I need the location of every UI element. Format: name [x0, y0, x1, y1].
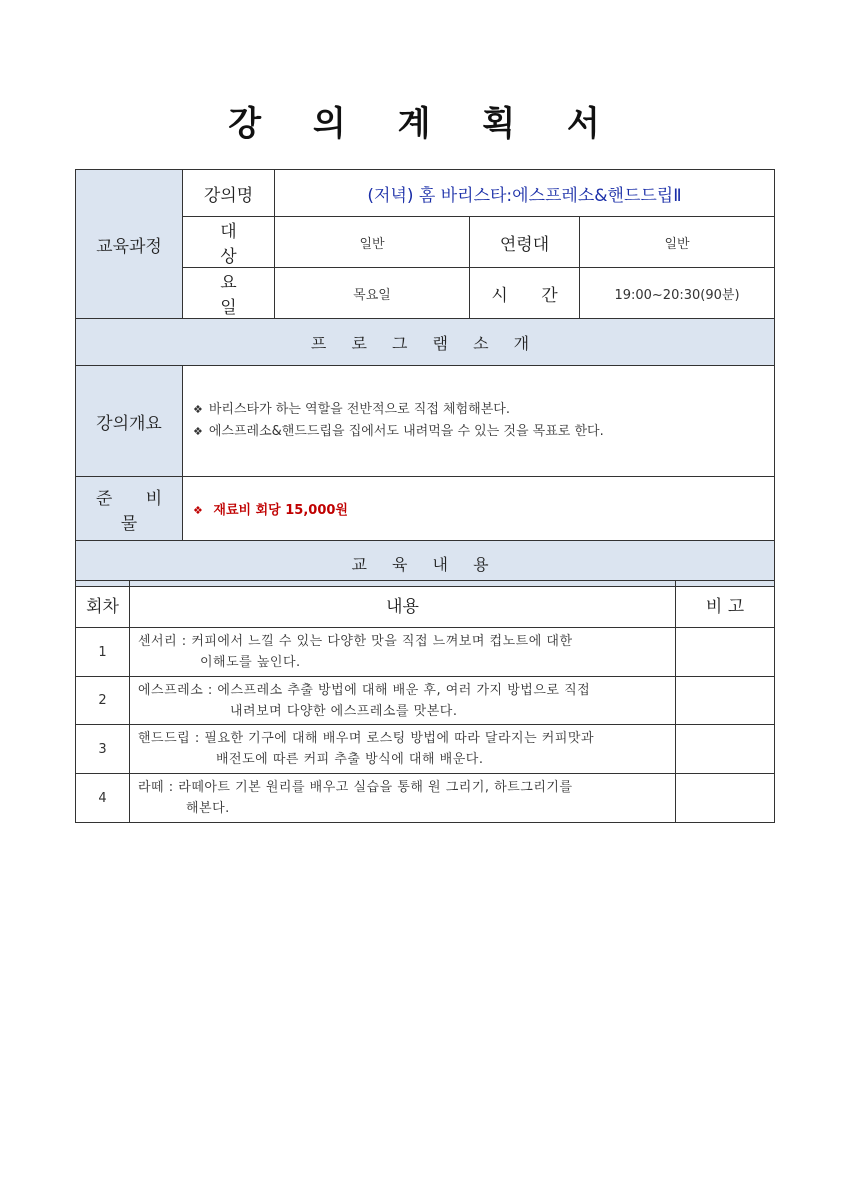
table-row: [76, 628, 775, 677]
content-line: 내려보며 다양한 에스프레소를 맛본다.: [230, 703, 458, 719]
session-number: 4: [76, 774, 130, 823]
age-value: 일반: [580, 217, 775, 268]
content-line: 해본다.: [186, 801, 230, 816]
prep-cell: [183, 477, 775, 541]
overview-item-text: 에스프레소&핸드드립을 집에서도 내려먹을 수 있는 것을 목표로 한다.: [208, 424, 604, 439]
content-line: 에스프레소 : 에스프레소 추출 방법에 대해 배운 후, 여러 가지 방법으로 직접: [138, 682, 591, 698]
session-note: [676, 774, 775, 823]
course-name: (저녁) 홈 바리스타:에스프레소&핸드드립Ⅱ: [275, 170, 775, 217]
session-number: 2: [76, 677, 130, 725]
diamond-bullet-icon: ❖: [193, 425, 203, 438]
course-info-table: [75, 169, 775, 587]
table-row: [76, 774, 775, 823]
prep-label: 준 비 물: [76, 477, 183, 541]
overview-item: [193, 421, 764, 443]
day-value: 목요일: [275, 268, 470, 319]
category-label: 교육과정: [76, 170, 183, 319]
time-value: 19:00~20:30(90분): [580, 268, 775, 319]
session-number: 1: [76, 628, 130, 677]
diamond-bullet-icon: ❖: [193, 403, 203, 416]
table-row: [76, 677, 775, 725]
target-label: 대 상: [183, 217, 275, 268]
day-label: 요 일: [183, 268, 275, 319]
session-content: [130, 725, 676, 774]
document-title: 강 의 계 획 서: [228, 104, 620, 144]
content-line: 핸드드립 : 필요한 기구에 대해 배우며 로스팅 방법에 따라 달라지는 커피맛과: [138, 731, 595, 746]
education-section-title: 교 육 내 용: [76, 541, 775, 587]
content-line: 배전도에 따른 커피 추출 방식에 대해 배운다.: [216, 752, 484, 767]
content-line: 라떼 : 라떼아트 기본 원리를 배우고 실습을 통해 원 그리기, 하트그리기를: [138, 780, 573, 795]
session-content: [130, 774, 676, 823]
table-row: [76, 725, 775, 774]
target-value: 일반: [275, 217, 470, 268]
overview-list: [183, 366, 775, 477]
session-header: 회차: [76, 581, 130, 628]
program-section-title: 프 로 그 램 소 개: [76, 319, 775, 366]
course-name-label: 강의명: [183, 170, 275, 217]
content-line: 이해도를 높인다.: [200, 655, 301, 670]
session-number: 3: [76, 725, 130, 774]
time-label: 시 간: [470, 268, 580, 319]
session-content: [130, 628, 676, 677]
education-plan-table: [75, 580, 775, 823]
overview-item-text: 바리스타가 하는 역할을 전반적으로 직접 체험해본다.: [208, 402, 510, 417]
note-header: 비 고: [676, 581, 775, 628]
session-note: [676, 628, 775, 677]
content-header: 내용: [130, 581, 676, 628]
session-note: [676, 677, 775, 725]
content-line: 센서리 : 커피에서 느낄 수 있는 다양한 맛을 직접 느껴보며 컵노트에 대한: [138, 634, 573, 649]
prep-text: 재료비 회당 15,000원: [213, 503, 348, 518]
overview-label: 강의개요: [76, 366, 183, 477]
session-note: [676, 725, 775, 774]
diamond-bullet-icon: ❖: [193, 504, 203, 517]
overview-item: [193, 399, 764, 421]
age-label: 연령대: [470, 217, 580, 268]
session-content: [130, 677, 676, 725]
